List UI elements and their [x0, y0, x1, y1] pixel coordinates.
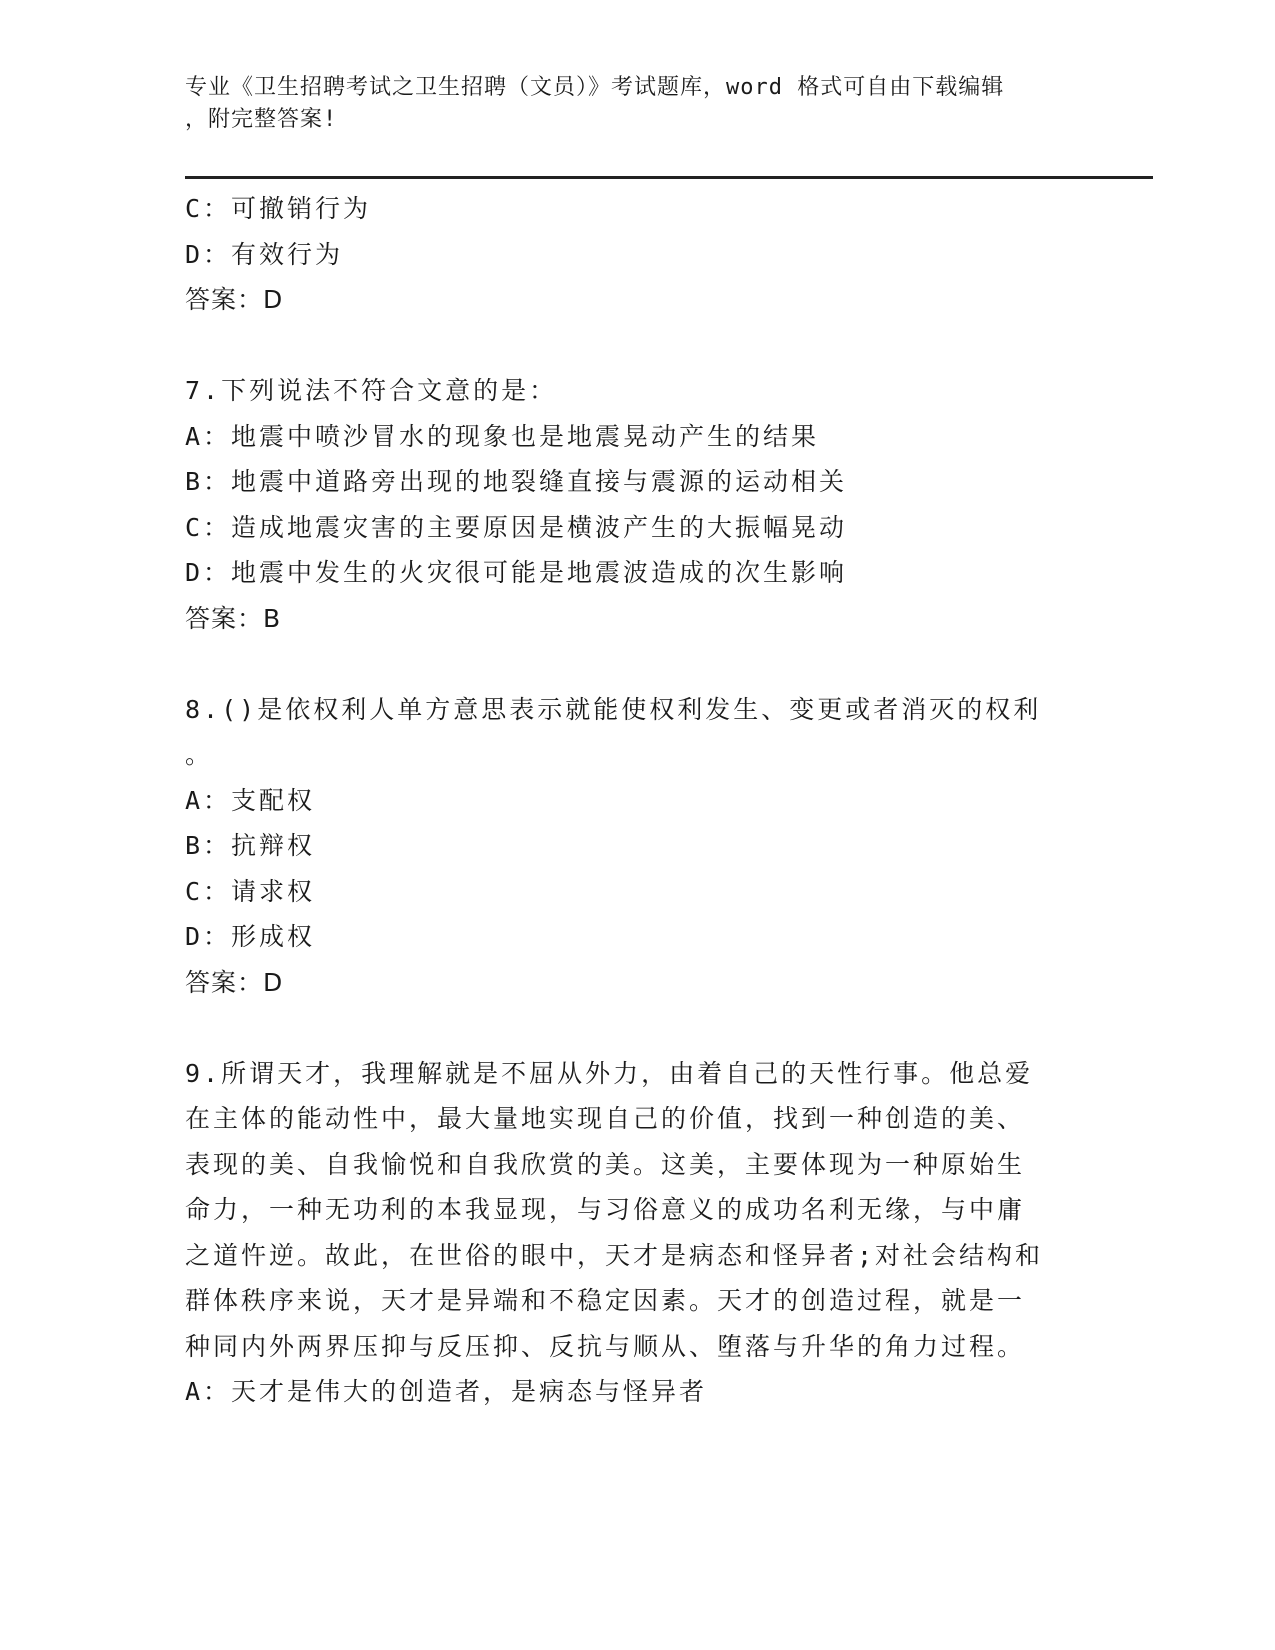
- spacer: [185, 641, 1085, 687]
- question-stem-line: 命力，一种无功利的本我显现，与习俗意义的成功名利无缘，与中庸: [185, 1195, 1026, 1224]
- option-c: C：可撤销行为: [185, 194, 372, 223]
- option-c: C：造成地震灾害的主要原因是横波产生的大振幅晃动: [185, 512, 848, 542]
- question-stem: 7.下列说法不符合文意的是：: [185, 376, 558, 405]
- answer-label: 答案：B: [185, 603, 282, 633]
- question-content: [185, 186, 1085, 1415]
- spacer: [185, 323, 1085, 369]
- question-8: [185, 687, 1085, 1006]
- question-stem-line: 9.所谓天才，我理解就是不屈从外力，由着自己的天性行事。他总爱: [185, 1058, 1034, 1088]
- answer-label: 答案：D: [185, 967, 284, 997]
- option-b: B：地震中道路旁出现的地裂缝直接与震源的运动相关: [185, 467, 848, 496]
- option-a: A：支配权: [185, 785, 316, 815]
- header-line-2: ，附完整答案!: [185, 107, 338, 132]
- option-d: D：有效行为: [185, 239, 344, 269]
- question-stem-line: 群体秩序来说，天才是异端和不稳定因素。天才的创造过程，就是一: [185, 1286, 1026, 1315]
- question-6-tail: [185, 186, 1085, 323]
- document-header: [185, 72, 1065, 136]
- question-stem-line: 种同内外两界压抑与反压抑、反抗与顺从、堕落与升华的角力过程。: [185, 1331, 1026, 1361]
- spacer: [185, 1005, 1085, 1051]
- option-c: C：请求权: [185, 876, 316, 906]
- header-line-1: 专业《卫生招聘考试之卫生招聘（文员）》考试题库，word 格式可自由下载编辑: [185, 75, 1005, 100]
- question-stem-line: 在主体的能动性中，最大量地实现自己的价值，找到一种创造的美、: [185, 1104, 1026, 1133]
- question-stem-line-1: 8.()是依权利人单方意思表示就能使权利发生、变更或者消灭的权利: [185, 694, 1042, 724]
- header-divider: [185, 176, 1153, 179]
- option-d: D：形成权: [185, 922, 316, 951]
- answer-label: 答案：D: [185, 285, 284, 314]
- option-d: D：地震中发生的火灾很可能是地震波造成的次生影响: [185, 558, 848, 587]
- option-a: A：天才是伟大的创造者，是病态与怪异者: [185, 1377, 708, 1406]
- option-b: B：抗辩权: [185, 831, 316, 860]
- question-9: [185, 1051, 1085, 1415]
- question-stem-line: 表现的美、自我愉悦和自我欣赏的美。这美，主要体现为一种原始生: [185, 1149, 1026, 1179]
- question-stem-line-2: 。: [185, 740, 214, 769]
- question-7: [185, 368, 1085, 641]
- option-a: A：地震中喷沙冒水的现象也是地震晃动产生的结果: [185, 421, 820, 451]
- question-stem-line: 之道忤逆。故此，在世俗的眼中，天才是病态和怪异者;对社会结构和: [185, 1240, 1044, 1270]
